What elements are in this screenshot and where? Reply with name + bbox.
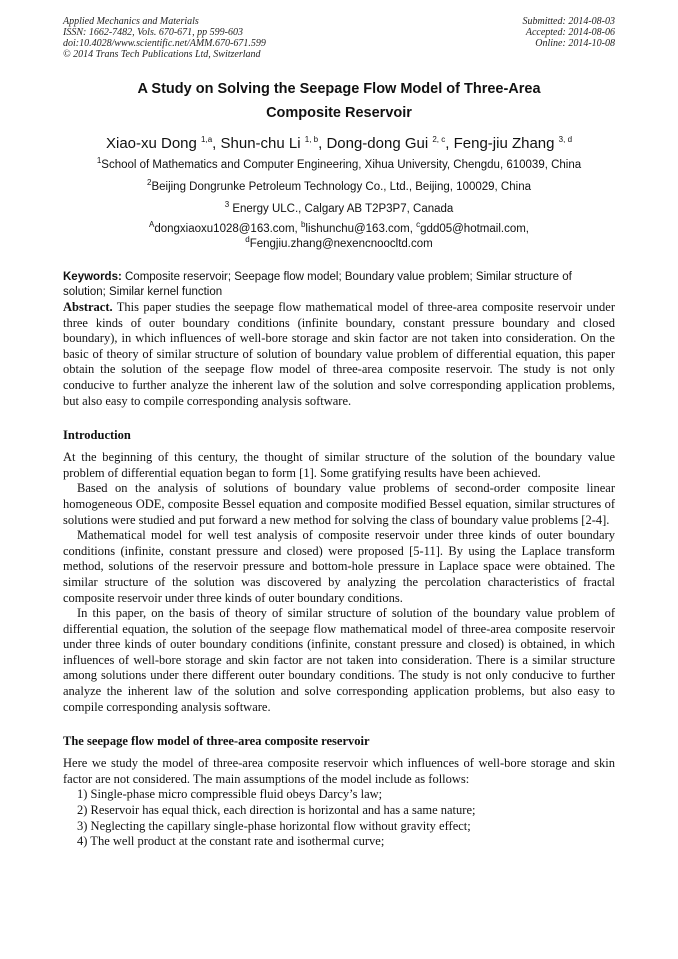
paper-title	[63, 77, 615, 125]
affiliation-1	[63, 154, 615, 176]
affiliation-text: Beijing Dongrunke Petroleum Technology Co., Ltd., Beijing, 100029, China	[151, 181, 531, 193]
author-list: Xiao-xu Dong $^{1,a}$, Shun-chu Li $^{1, b}$, Dong-dong Gui $^{2, c}$, Feng-jiu Zhang $^{3, d}$	[105, 135, 573, 152]
author-name: Dong-dong Gui	[326, 135, 429, 152]
paragraph: Here we study the model of three-area composite reservoir which influences of well-bore storage and skin factor are not considered. The main assumptions of the model include as follows:	[63, 756, 615, 786]
email-line-2	[63, 237, 615, 252]
model-body	[63, 756, 615, 850]
journal-header	[63, 16, 615, 60]
title-line-1: A Study on Solving the Seepage Flow Model of Three-Area	[137, 81, 541, 97]
affiliation-mark: 1	[96, 156, 102, 166]
author-affiliation-mark: 3, d	[558, 135, 573, 144]
abstract	[63, 300, 615, 409]
paragraph: In this paper, on the basis of theory of similar structure of solution of the boundary value problem of differential equation, the solution of the seepage flow mathematical model of three-area composite reservoir under three kinds of outer boundary conditions (infinite, constant pressure and closed) is obtained, in which influences of well-bore storage and skin factor are not taken into consideration. There is a similar structure among solutions under there different outer boundary conditions. The study is not only conducive to further analyze the inherent law of the solution and solve corresponding application problems, but also easy to compile corresponding analysis software.	[63, 606, 615, 714]
assumption-item: 1) Single-phase micro compressible fluid obeys Darcy’s law;	[77, 787, 383, 802]
abstract-label: Abstract.	[63, 300, 113, 314]
email-mark: b	[300, 220, 306, 230]
paragraph: Based on the analysis of solutions of boundary value problems of second-order composite linear homogeneous ODE, composite Bessel equation and composite modified Bessel equation, similar structures of solutions were studied and put forward a new method for solving the class of boundary value problems [2-4].	[63, 481, 615, 527]
section-heading-model: The seepage flow model of three-area composite reservoir	[63, 734, 370, 749]
author-affiliation-mark: 1, b	[304, 135, 319, 144]
publication-dates	[523, 16, 616, 60]
keywords-text: Composite reservoir; Seepage flow model; Boundary value problem; Similar structure of solution; Similar kernel function	[63, 271, 572, 298]
journal-info	[63, 16, 266, 60]
abstract-text: This paper studies the seepage flow mathematical model of three-area composite reservoir under three kinds of outer boundary conditions (infinite boundary, constant pressure boundary and closed boundary), in which influences of well-bore storage and skin factor are not taken into consideration. On the basic of theory of similar structure of solution of boundary value problem of differential equation, this paper obtain the solution of the seepage flow model of three-area composite reservoir. The study is not only conducive to further analyze the inherent law of the solution and solve corresponding application problems, but also easy to compile corresponding analysis software.	[63, 300, 615, 408]
email-address: dongxiaoxu1028@163.com,	[154, 223, 301, 235]
section-heading-introduction: Introduction	[63, 428, 131, 443]
title-line-2: Composite Reservoir	[266, 105, 412, 121]
email-mark: A	[149, 220, 155, 230]
accepted-date: Accepted: 2014-08-06	[525, 27, 615, 38]
keywords-label: Keywords:	[63, 271, 122, 283]
affiliation-2	[63, 176, 615, 198]
email-address: Fengjiu.zhang@nexencnoocltd.com	[249, 238, 433, 250]
journal-doi: doi:10.4028/www.scientific.net/AMM.670-671.599	[63, 38, 266, 49]
online-date: Online: 2014-10-08	[535, 38, 615, 49]
submitted-date: Submitted: 2014-08-03	[522, 16, 615, 27]
assumption-item: 4) The well product at the constant rate and isothermal curve;	[77, 834, 385, 849]
author-affiliation-mark: 1,a	[201, 135, 213, 144]
email-mark: d	[245, 235, 250, 245]
assumption-item: 3) Neglecting the capillary single-phase horizontal flow without gravity effect;	[77, 818, 471, 833]
affiliation-3	[63, 198, 615, 220]
author-affiliation-mark: 2, c	[432, 135, 446, 144]
author-emails	[63, 222, 615, 252]
email-address: gdd05@hotmail.com,	[420, 223, 529, 235]
journal-issn: ISSN: 1662-7482, Vols. 670-671, pp 599-603	[63, 27, 243, 38]
affiliation-mark: 2	[147, 178, 152, 188]
email-line-1	[63, 222, 615, 237]
affiliation-text: Energy ULC., Calgary AB T2P3P7, Canada	[229, 203, 454, 215]
page	[63, 16, 615, 850]
paragraph: Mathematical model for well test analysis of composite reservoir under three kinds of outer boundary conditions (infinite, constant pressure and closed) were proposed [5-11]. By using the Laplace transform method, solutions of the reservoir pressure and bottom-hole pressure in Laplace space were obtained. The similar structure of the solution was discovered by analyzing the percolation characteristics of fractal composite reservoir under three kinds of outer boundary conditions.	[63, 528, 615, 605]
journal-copyright: © 2014 Trans Tech Publications Ltd, Switzerland	[63, 49, 261, 60]
paragraph: At the beginning of this century, the thought of similar structure of the solution of the boundary value problem of differential equation began to form [1]. Some gratifying results have been achieved.	[63, 450, 615, 480]
assumption-item: 2) Reservoir has equal thick, each direction is horizontal and has a same nature;	[77, 803, 476, 818]
author-name: Xiao-xu Dong	[105, 135, 197, 152]
email-mark: c	[416, 220, 421, 230]
journal-name: Applied Mechanics and Materials	[63, 16, 199, 27]
affiliation-text: School of Mathematics and Computer Engineering, Xihua University, Chengdu, 610039, China	[101, 159, 582, 171]
introduction-body	[63, 450, 615, 715]
affiliation-mark: 3	[224, 200, 230, 210]
author-name: Shun-chu Li	[220, 135, 301, 152]
author-name: Feng-jiu Zhang	[453, 135, 555, 152]
keywords	[63, 270, 615, 300]
email-address: lishunchu@163.com,	[305, 223, 417, 235]
